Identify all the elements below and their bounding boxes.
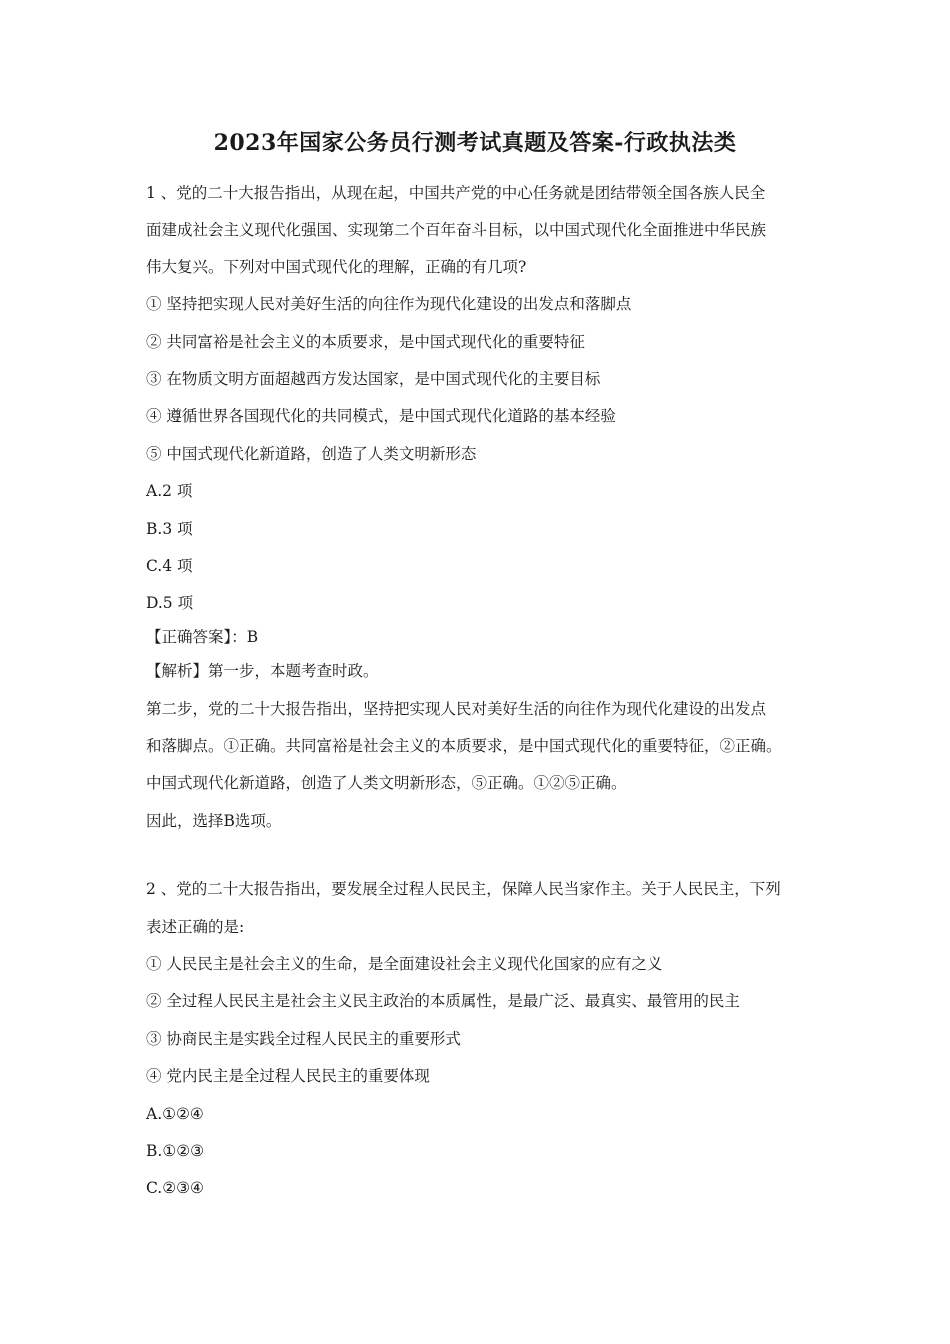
q1-option-d: D.5 项 xyxy=(146,594,194,612)
q1-statement: ④ 遵循世界各国现代化的共同模式，是中国式现代化道路的基本经验 xyxy=(146,407,616,425)
q2-statement: ③ 协商民主是实践全过程人民民主的重要形式 xyxy=(146,1030,461,1048)
q1-statement: ③ 在物质文明方面超越西方发达国家，是中国式现代化的主要目标 xyxy=(146,370,601,388)
q1-answer: 【正确答案】：B xyxy=(146,628,259,646)
q1-analysis-line: 第二步，党的二十大报告指出，坚持把实现人民对美好生活的向往作为现代化建设的出发点 xyxy=(146,700,767,718)
q1-analysis-line: 因此，选择B选项。 xyxy=(146,812,282,830)
q1-stem-line: 面建成社会主义现代化强国、实现第二个百年奋斗目标，以中国式现代化全面推进中华民族 xyxy=(146,221,767,239)
q1-statement: ② 共同富裕是社会主义的本质要求，是中国式现代化的重要特征 xyxy=(146,333,585,351)
q2-option-a: A.①②④ xyxy=(146,1105,204,1123)
q2-option-c: C.②③④ xyxy=(146,1179,204,1197)
q1-stem-line: 1 、党的二十大报告指出，从现在起，中国共产党的中心任务就是团结带领全国各族人民全 xyxy=(146,184,766,202)
q1-analysis-line: 和落脚点。①正确。共同富裕是社会主义的本质要求，是中国式现代化的重要特征，②正确。 xyxy=(146,737,782,755)
q2-option-b: B.①②③ xyxy=(146,1142,205,1160)
q1-option-c: C.4 项 xyxy=(146,557,193,575)
q1-option-a: A.2 项 xyxy=(146,482,193,500)
q1-statement: ⑤ 中国式现代化新道路，创造了人类文明新形态 xyxy=(146,445,477,463)
q1-statement: ① 坚持把实现人民对美好生活的向往作为现代化建设的出发点和落脚点 xyxy=(146,295,632,313)
q2-statement: ① 人民民主是社会主义的生命，是全面建设社会主义现代化国家的应有之义 xyxy=(146,955,663,973)
q1-analysis-line: 【解析】第一步，本题考查时政。 xyxy=(146,662,379,680)
document-title: 2023年国家公务员行测考试真题及答案-行政执法类 xyxy=(213,130,737,156)
q2-stem-line: 表述正确的是: xyxy=(146,918,245,936)
q1-analysis-line: 中国式现代化新道路，创造了人类文明新形态，⑤正确。①②⑤正确。 xyxy=(146,774,627,792)
q1-stem-line: 伟大复兴。下列对中国式现代化的理解，正确的有几项? xyxy=(146,258,527,276)
q2-stem-line: 2 、党的二十大报告指出，要发展全过程人民民主，保障人民当家作主。关于人民民主，下列 xyxy=(146,880,781,898)
q2-statement: ④ 党内民主是全过程人民民主的重要体现 xyxy=(146,1067,430,1085)
q1-option-b: B.3 项 xyxy=(146,520,193,538)
q2-statement: ② 全过程人民民主是社会主义民主政治的本质属性，是最广泛、最真实、最管用的民主 xyxy=(146,992,740,1010)
